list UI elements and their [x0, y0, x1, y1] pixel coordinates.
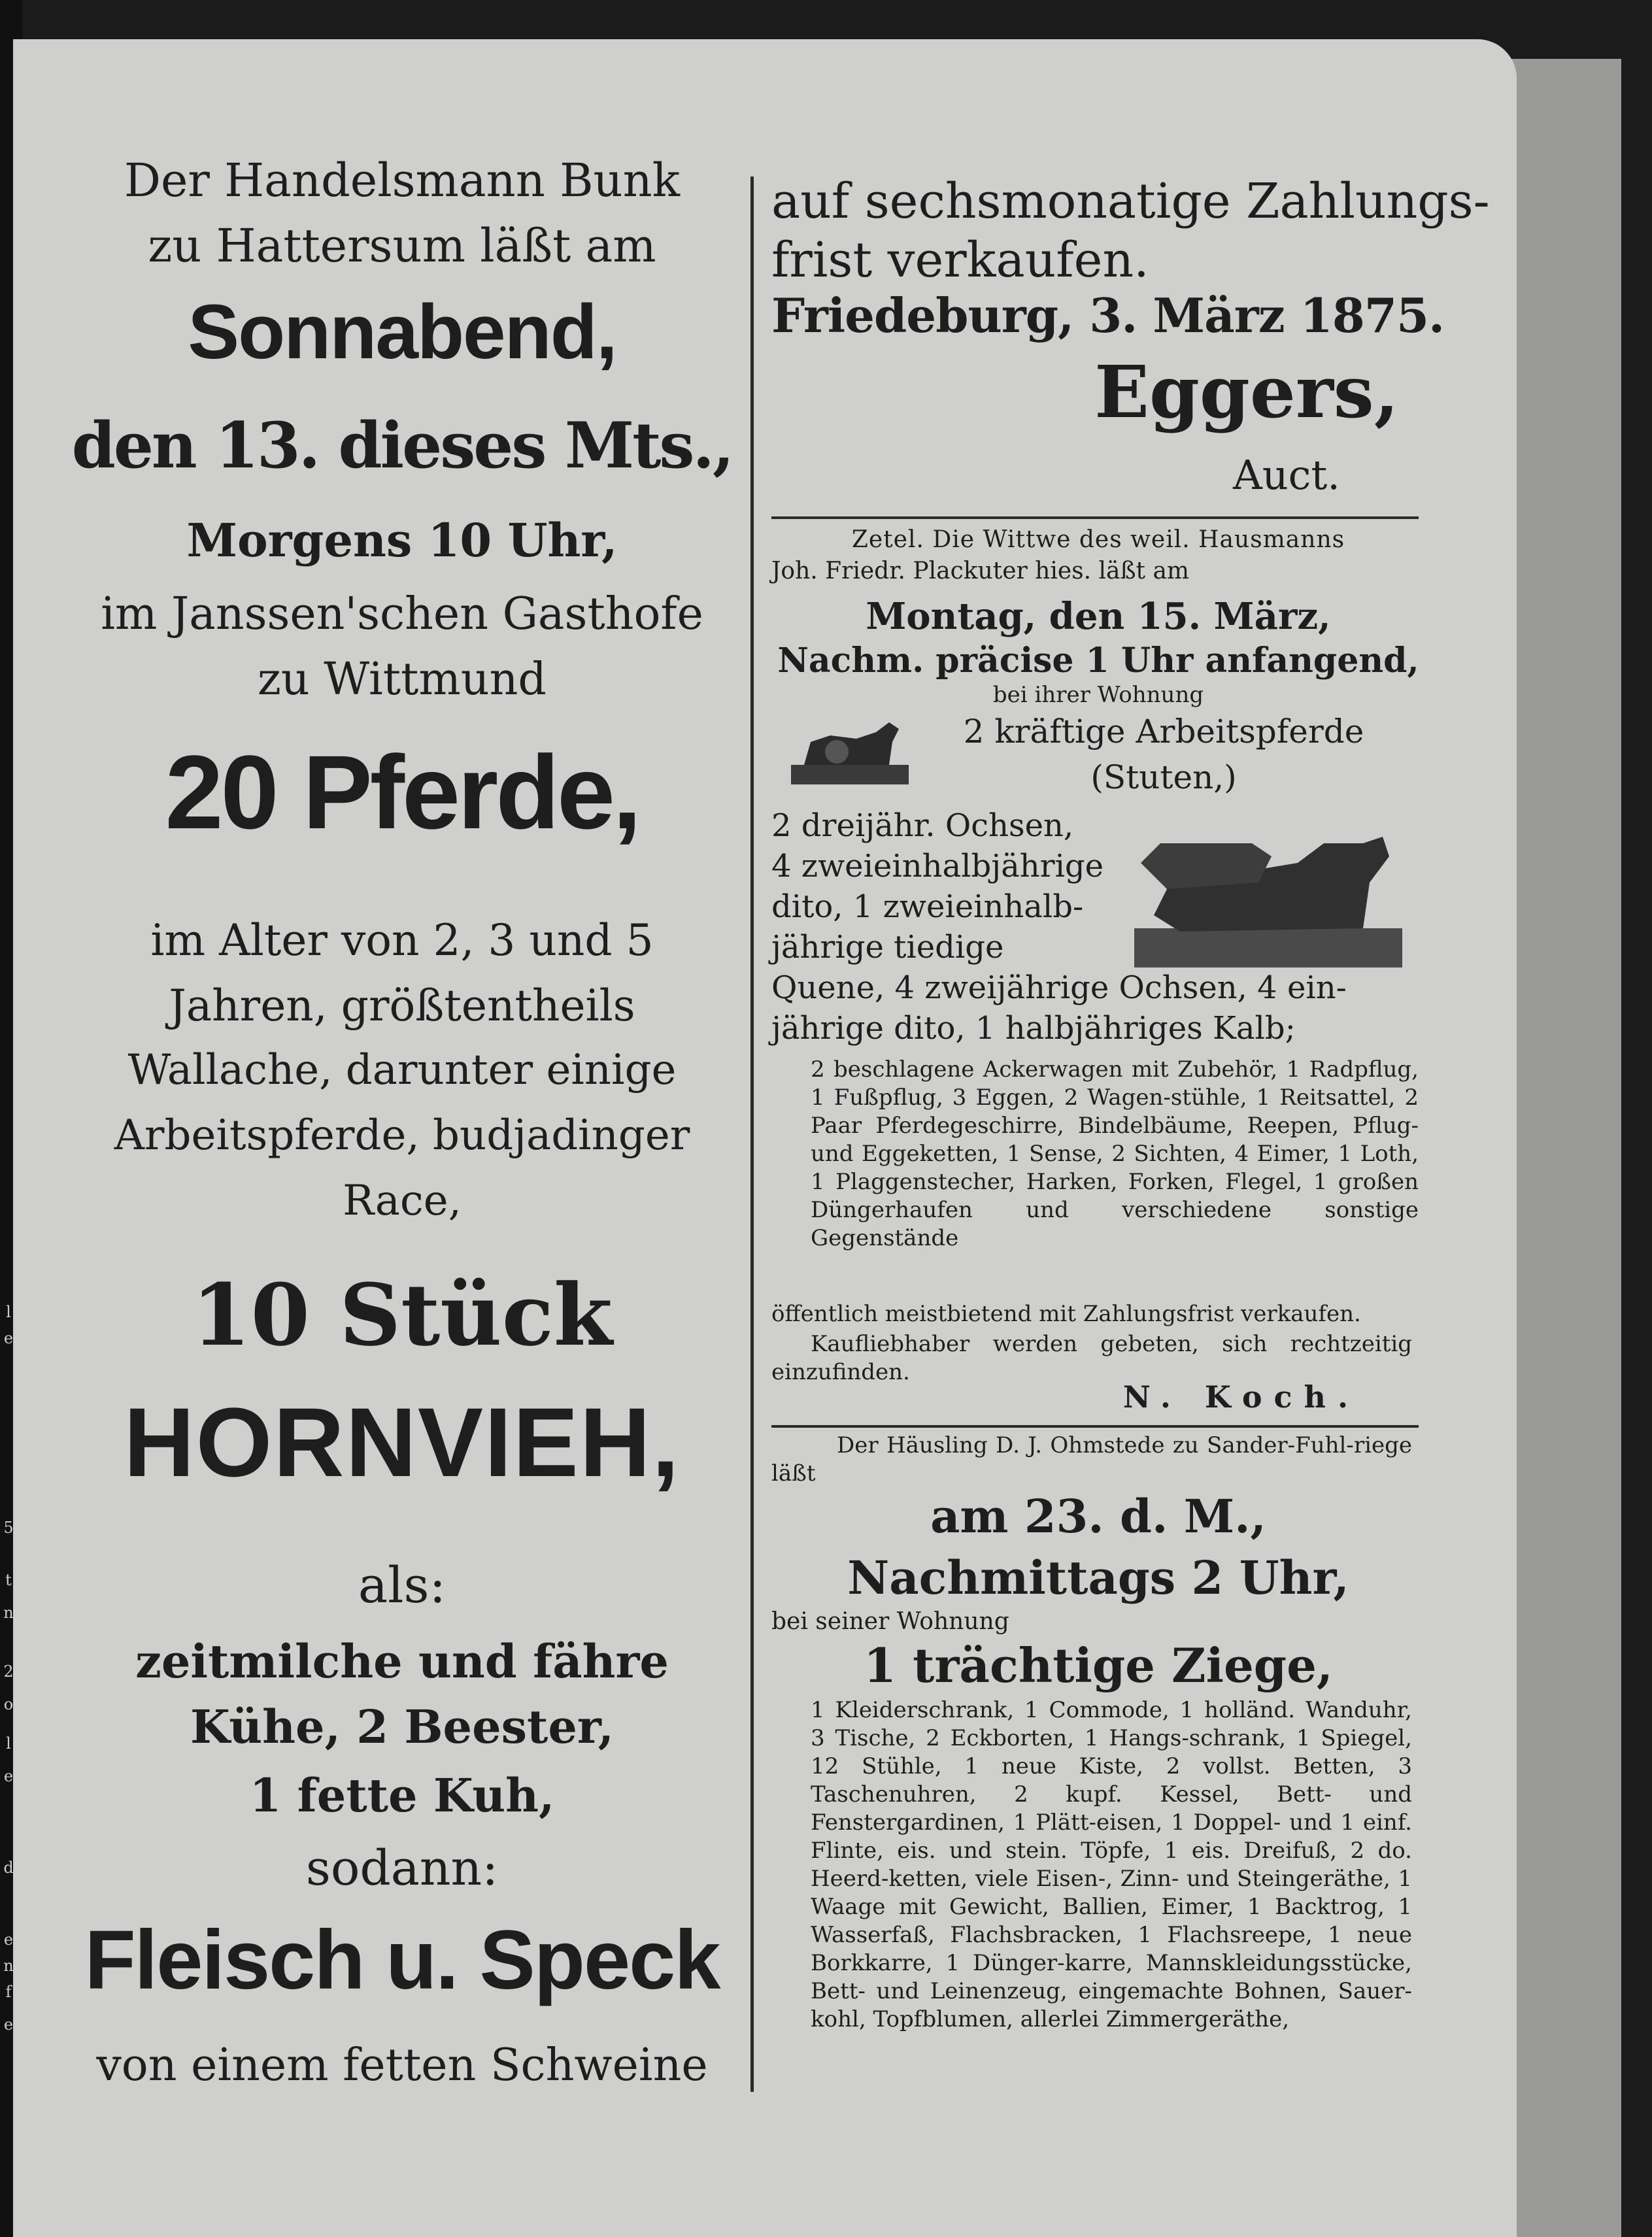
- ad-location: zu Wittmund: [258, 654, 547, 705]
- margin-char: e: [3, 1767, 14, 1785]
- ad-cattle-heading: HORNVIEH,: [124, 1387, 681, 1497]
- ad-body-line: Arbeitspferde, budjadinger: [114, 1111, 690, 1160]
- notice2-item: 2 kräftige Arbeitspferde: [963, 713, 1364, 750]
- notice-separator: [771, 1425, 1419, 1428]
- ad-cattle-count: 10 Stück: [192, 1265, 613, 1365]
- notice1-signature: Eggers,: [1094, 350, 1399, 434]
- notice3-item-list: 1 Kleiderschrank, 1 Commode, 1 holländ. Wanduhr, 3 Tische, 2 Eckborten, 1 Hangs-schrank, 1 Spiegel, 12 Stühle, 1 neue Kiste, 2 vollst. Betten, 3 Taschenuhren, 2 kupf. Kessel, Bett- und Fenstergardinen, 1 Plätt-eisen, 1 Doppel- und 1 einf. Flinte, eis. und stein. Töpfe, 1 eis. Dreifuß, 2 do. Heerd-ketten, viele Eisen-, Zinn- und Steingeräthe, 1 Waage mit Gewicht, Ballien, Eimer, 1 Backtrog, 1 Wasserfaß, Flachsbracken, 1 Flachsreepe, 1 neue Borkkarre, 1 Dünger-karre, Mannskleidungsstücke, Bett- und Leinenzeug, eingemachte Bohnen, Sauer-kohl, Topfblumen, allerlei Zimmergeräthe,: [811, 1697, 1412, 2032]
- notice2-item: jährige dito, 1 halbjähriges Kalb;: [771, 1010, 1296, 1047]
- notice1-line: frist verkaufen.: [771, 232, 1149, 288]
- ad-time: Morgens 10 Uhr,: [186, 513, 618, 567]
- notice2-item: (Stuten,): [1090, 758, 1237, 796]
- ad-date: den 13. dieses Mts.,: [71, 409, 733, 482]
- margin-char: n: [3, 1957, 14, 1975]
- notice3-date: am 23. d. M.,: [930, 1489, 1266, 1543]
- notice2-intro: Joh. Friedr. Plackuter hies. läßt am: [771, 558, 1190, 584]
- notice2-item: dito, 1 zweieinhalb-: [771, 888, 1084, 925]
- ad-body-line: Wallache, darunter einige: [127, 1046, 677, 1094]
- margin-char: f: [5, 1983, 12, 2001]
- margin-char: t: [5, 1571, 12, 1589]
- ad-body-line: 1 fette Kuh,: [249, 1768, 555, 1823]
- ad-body-line: zeitmilche und fähre: [135, 1634, 669, 1689]
- column-divider: [750, 177, 754, 2092]
- margin-char: l: [6, 1734, 11, 1753]
- notice2-item: Quene, 4 zweijährige Ochsen, 4 ein-: [771, 969, 1347, 1006]
- horse-icon: [784, 713, 915, 791]
- margin-char: e: [3, 1329, 14, 1347]
- ad-body-line: als:: [358, 1556, 447, 1614]
- notice2-item-list: 2 beschlagene Ackerwagen mit Zubehör, 1 Radpflug, 1 Fußpflug, 3 Eggen, 2 Wagen-stühle, 1 Reitsattel, 2 Paar Pferdegeschirre, Bindelbäume, Reepen, Pflug- und Eggeketten, 1 Sense, 2 Sichten, 4 Eimer, 1 Loth, 1 Plaggenstecher, Harken, Forken, Flegel, 1 großen Düngerhaufen und verschiedene sonstige Gegenstände: [811, 1056, 1419, 1251]
- ad-location: im Janssen'schen Gasthofe: [101, 588, 703, 640]
- notice3-heading: 1 trächtige Ziege,: [864, 1638, 1333, 1693]
- notice2-time: Nachm. präcise 1 Uhr anfangend,: [777, 641, 1419, 681]
- notice2-closing: Kaufliebhaber werden gebeten, sich rechtzeitig einzufinden.: [771, 1331, 1412, 1385]
- margin-char: o: [3, 1695, 14, 1713]
- notice2-intro: Zetel. Die Wittwe des weil. Hausmanns: [851, 526, 1345, 553]
- ad-body-line: im Alter von 2, 3 und 5: [150, 915, 654, 966]
- notice2-item: 4 zweieinhalbjährige: [771, 848, 1104, 884]
- ad-body-line: Race,: [343, 1177, 462, 1225]
- notice1-place-date: Friedeburg, 3. März 1875.: [771, 288, 1445, 343]
- page-stack-edge: [1504, 59, 1621, 2237]
- cattle-icon: [1128, 817, 1409, 974]
- margin-char: e: [3, 2015, 14, 2034]
- notice2-item: 2 dreijähr. Ochsen,: [771, 807, 1074, 844]
- margin-char: 2: [3, 1662, 14, 1681]
- ad-intro-line: Der Handelsmann Bunk: [124, 154, 681, 207]
- notice2-signature: N. Koch.: [1122, 1379, 1360, 1415]
- notice1-line: auf sechsmonatige Zahlungs-: [771, 173, 1490, 229]
- notice1-title: Auct.: [1232, 451, 1340, 499]
- notice-separator: [771, 516, 1419, 519]
- margin-char: e: [3, 1930, 14, 1949]
- notice3-time: Nachmittags 2 Uhr,: [847, 1551, 1349, 1605]
- margin-char: l: [6, 1303, 11, 1321]
- margin-char: d: [3, 1859, 14, 1877]
- ad-body-line: Kühe, 2 Beester,: [190, 1700, 615, 1754]
- ad-body-line: sodann:: [305, 1840, 499, 1896]
- notice3-location: bei seiner Wohnung: [771, 1608, 1009, 1635]
- notice3-intro: Der Häusling D. J. Ohmstede zu Sander-Fuhl-riege läßt: [771, 1432, 1412, 1487]
- ad-body-line: von einem fetten Schweine: [96, 2040, 708, 2091]
- margin-char: 5: [3, 1519, 14, 1537]
- ad-intro-line: zu Hattersum läßt am: [148, 219, 656, 273]
- margin-char: n: [3, 1604, 14, 1622]
- notice2-item: jährige tiedige: [771, 929, 1004, 966]
- ad-horses-heading: 20 Pferde,: [165, 733, 639, 850]
- ad-day: Sonnabend,: [188, 289, 616, 375]
- notice2-date: Montag, den 15. März,: [866, 595, 1331, 638]
- ad-body-line: Jahren, größtentheils: [169, 981, 635, 1031]
- ad-meat-heading: Fleisch u. Speck: [84, 1913, 720, 2007]
- notice2-closing: öffentlich meistbietend mit Zahlungsfrist verkaufen.: [771, 1301, 1361, 1327]
- notice2-location: bei ihrer Wohnung: [992, 682, 1204, 708]
